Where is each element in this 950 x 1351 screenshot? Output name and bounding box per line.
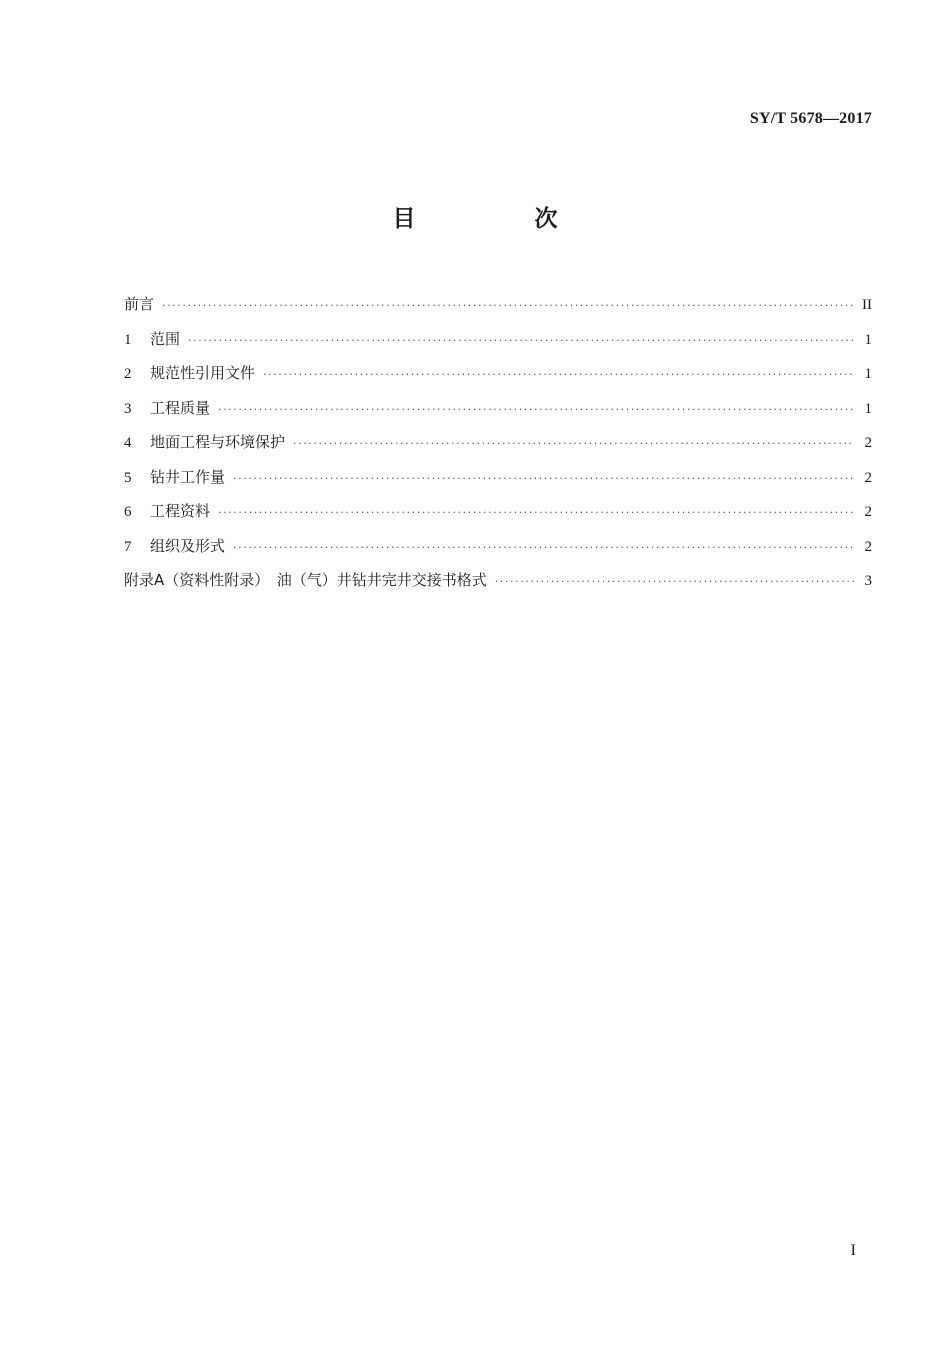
toc-entry-label: 工程质量 xyxy=(150,398,211,417)
toc-entry-engineering-quality[interactable] xyxy=(124,397,872,432)
toc-entry-foreword[interactable] xyxy=(124,293,872,328)
toc-entry-label: 工程资料 xyxy=(150,502,211,520)
toc-entry-label: 组织及形式 xyxy=(150,536,226,555)
toc-entry-scope[interactable] xyxy=(124,328,872,363)
toc-leader-dots xyxy=(233,541,854,554)
toc-entry-organization[interactable] xyxy=(124,535,872,570)
toc-entry-label: 范围 xyxy=(150,329,181,348)
toc-entry-page: 2 xyxy=(864,469,872,486)
toc-leader-dots xyxy=(188,334,854,347)
toc-entry-page: II xyxy=(862,297,872,313)
page-title: 目 次 xyxy=(392,206,606,232)
toc-entry-normative-references[interactable] xyxy=(124,362,872,397)
toc-entry-page: 1 xyxy=(864,366,872,382)
toc-entry-page: 2 xyxy=(864,435,872,451)
toc-leader-dots xyxy=(218,506,854,519)
toc-leader-dots xyxy=(233,472,854,485)
toc-leader-dots xyxy=(263,368,854,381)
toc-entry-engineering-data[interactable] xyxy=(124,500,872,535)
toc-entry-number: 6 xyxy=(124,504,132,520)
toc-entry-label: 钻井工作量 xyxy=(150,467,226,486)
toc-entry-number: 2 xyxy=(124,366,132,382)
toc-entry-page: 1 xyxy=(864,331,872,348)
toc-leader-dots xyxy=(495,575,854,588)
toc-entry-drilling-workload[interactable] xyxy=(124,466,872,501)
toc-entry-page: 2 xyxy=(864,538,872,555)
toc-entry-surface-engineering[interactable] xyxy=(124,431,872,466)
toc-entry-number: 7 xyxy=(124,538,132,555)
toc-leader-dots xyxy=(218,403,854,416)
toc-entry-label: 规范性引用文件 xyxy=(150,364,256,382)
table-of-contents xyxy=(124,293,872,604)
toc-entry-label: 地面工程与环境保护 xyxy=(150,433,286,451)
toc-entry-number: 4 xyxy=(124,435,132,451)
toc-entry-number: 1 xyxy=(124,331,132,348)
toc-entry-appendix-a[interactable] xyxy=(124,569,872,604)
toc-entry-page: 2 xyxy=(864,504,872,520)
toc-leader-dots xyxy=(293,437,854,450)
toc-entry-label: 前言 xyxy=(124,295,155,313)
toc-entry-number: 3 xyxy=(124,400,132,417)
page-number: I xyxy=(850,1242,856,1259)
toc-entry-number: 5 xyxy=(124,469,132,486)
standard-code: SY/T 5678—2017 xyxy=(749,110,872,127)
toc-entry-label: 附录A（资料性附录） 油（气）井钻井完井交接书格式 xyxy=(124,571,487,589)
toc-entry-page: 1 xyxy=(864,400,872,417)
toc-entry-page: 3 xyxy=(864,573,872,589)
toc-leader-dots xyxy=(162,299,854,312)
